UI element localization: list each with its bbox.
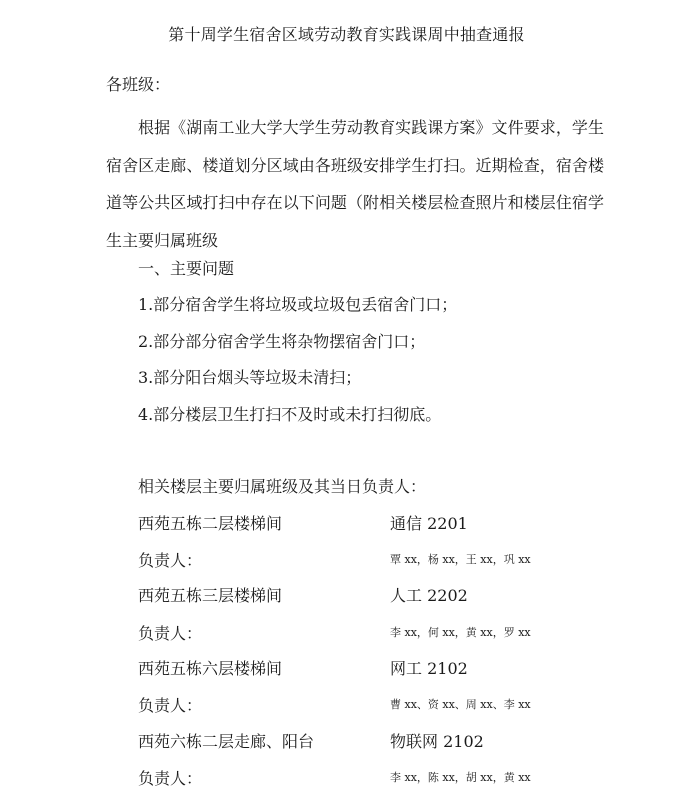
responsible-names: 曹 xx、资 xx、周 xx、李 xx <box>390 698 531 711</box>
body-paragraph: 根据《湖南工业大学大学生劳动教育实践课方案》文件要求，学生宿舍区走廊、楼道划分区域由各班级安排学生打扫。近期检查，宿舍楼道等公共区域打扫中存在以下问题（附相关楼层检查照片和楼层住宿学生主要归属班级 <box>106 118 604 250</box>
responsible-label: 负责人： <box>138 696 203 715</box>
class-name: 人工 2202 <box>390 586 468 605</box>
class-name: 通信 2201 <box>390 514 468 533</box>
responsible-label: 负责人： <box>138 551 203 570</box>
list-intro: 相关楼层主要归属班级及其当日负责人： <box>138 477 427 496</box>
class-name: 网工 2102 <box>390 659 468 678</box>
document-title: 第十周学生宿舍区域劳动教育实践课周中抽查通报 <box>168 25 525 44</box>
salutation: 各班级： <box>106 75 171 94</box>
responsible-label: 负责人： <box>138 769 203 788</box>
location-label: 西苑五栋三层楼梯间 <box>138 586 283 605</box>
problem-item: 3.部分阳台烟头等垃圾未清扫； <box>138 368 362 387</box>
location-label: 西苑六栋二层走廊、阳台 <box>138 732 315 751</box>
responsible-names: 李 xx，何 xx，黄 xx，罗 xx <box>390 626 531 639</box>
responsible-names: 李 xx，陈 xx，胡 xx，黄 xx <box>390 771 531 784</box>
class-name: 物联网 2102 <box>390 732 484 751</box>
problem-item: 4.部分楼层卫生打扫不及时或未打扫彻底。 <box>138 405 442 424</box>
problem-item: 2.部分部分宿舍学生将杂物摆宿舍门口； <box>138 332 426 351</box>
section-heading: 一、主要问题 <box>138 259 235 278</box>
responsible-names: 覃 xx，杨 xx，王 xx，巩 xx <box>390 553 531 566</box>
responsible-label: 负责人： <box>138 624 203 643</box>
location-label: 西苑五栋六层楼梯间 <box>138 659 283 678</box>
problem-item: 1.部分宿舍学生将垃圾或垃圾包丢宿舍门口； <box>138 295 458 314</box>
location-label: 西苑五栋二层楼梯间 <box>138 514 283 533</box>
